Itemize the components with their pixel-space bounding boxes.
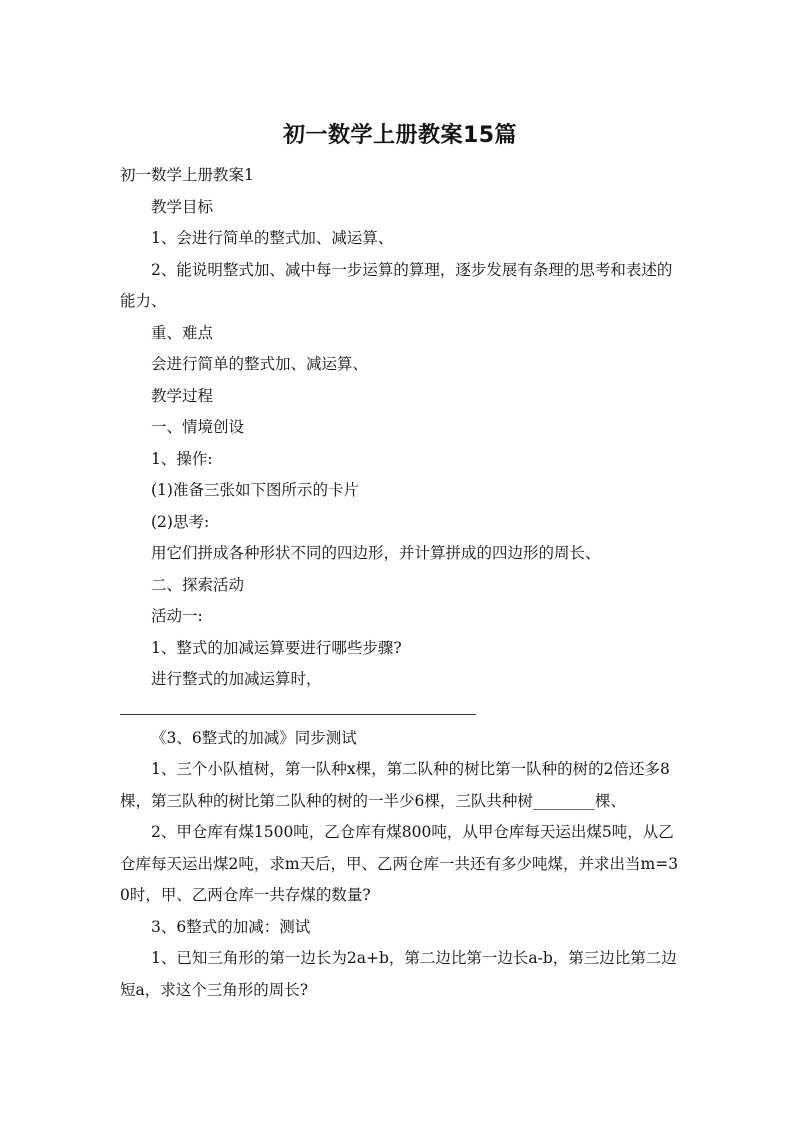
paragraph: 1、三个小队植树，第一队种x棵，第二队种的树比第一队种的树的2倍还多8棵，第三队种的树比第二队种的树的一半少6棵，三队共种树________棵、 xyxy=(120,760,670,810)
paragraph: 1、会进行简单的整式加、减运算、 xyxy=(151,229,394,247)
paragraph: 1、已知三角形的第一边长为2a+b，第二边比第一边长a-b，第三边比第二边短a，求这个三角形的周长? xyxy=(120,949,677,999)
paragraph: 一、情境创设 xyxy=(151,418,245,436)
paragraph: 用它们拼成各种形状不同的四边形，并计算拼成的四边形的周长、 xyxy=(151,544,601,562)
test-section xyxy=(120,723,680,1007)
paragraph: 《3、6整式的加减》同步测试 xyxy=(151,728,357,747)
paragraph: 活动一: xyxy=(151,607,203,625)
paragraph: 1、整式的加减运算要进行哪些步骤? xyxy=(151,638,402,657)
paragraph: 进行整式的加减运算时， xyxy=(151,670,322,688)
document-title: 初一数学上册教案15篇 xyxy=(282,123,518,148)
document-body xyxy=(120,160,680,1006)
paragraph: 重、难点 xyxy=(151,323,214,342)
section-heading: 初一数学上册教案1 xyxy=(120,166,254,184)
lesson-plan-section xyxy=(120,192,680,696)
paragraph: 教学过程 xyxy=(151,386,214,405)
paragraph: 3、6整式的加减：测试 xyxy=(151,917,311,936)
section-divider xyxy=(120,714,476,715)
paragraph: 2、能说明整式加、减中每一步运算的算理，逐步发展有条理的思考和表述的能力、 xyxy=(120,260,673,310)
paragraph: 教学目标 xyxy=(151,197,214,216)
paragraph: (1)准备三张如下图所示的卡片 xyxy=(151,481,359,499)
paragraph: 2、甲仓库有煤1500吨，乙仓库有煤800吨，从甲仓库每天运出煤5吨，从乙仓库每天运出煤2吨，求m天后，甲、乙两仓库一共还有多少吨煤，并求出当m=30时，甲、乙两仓库一共存煤的数量? xyxy=(120,823,679,904)
paragraph: 会进行简单的整式加、减运算、 xyxy=(151,355,369,373)
paragraph: 二、探索活动 xyxy=(151,575,245,594)
paragraph: (2)思考: xyxy=(151,512,210,531)
paragraph: 1、操作: xyxy=(151,449,213,468)
